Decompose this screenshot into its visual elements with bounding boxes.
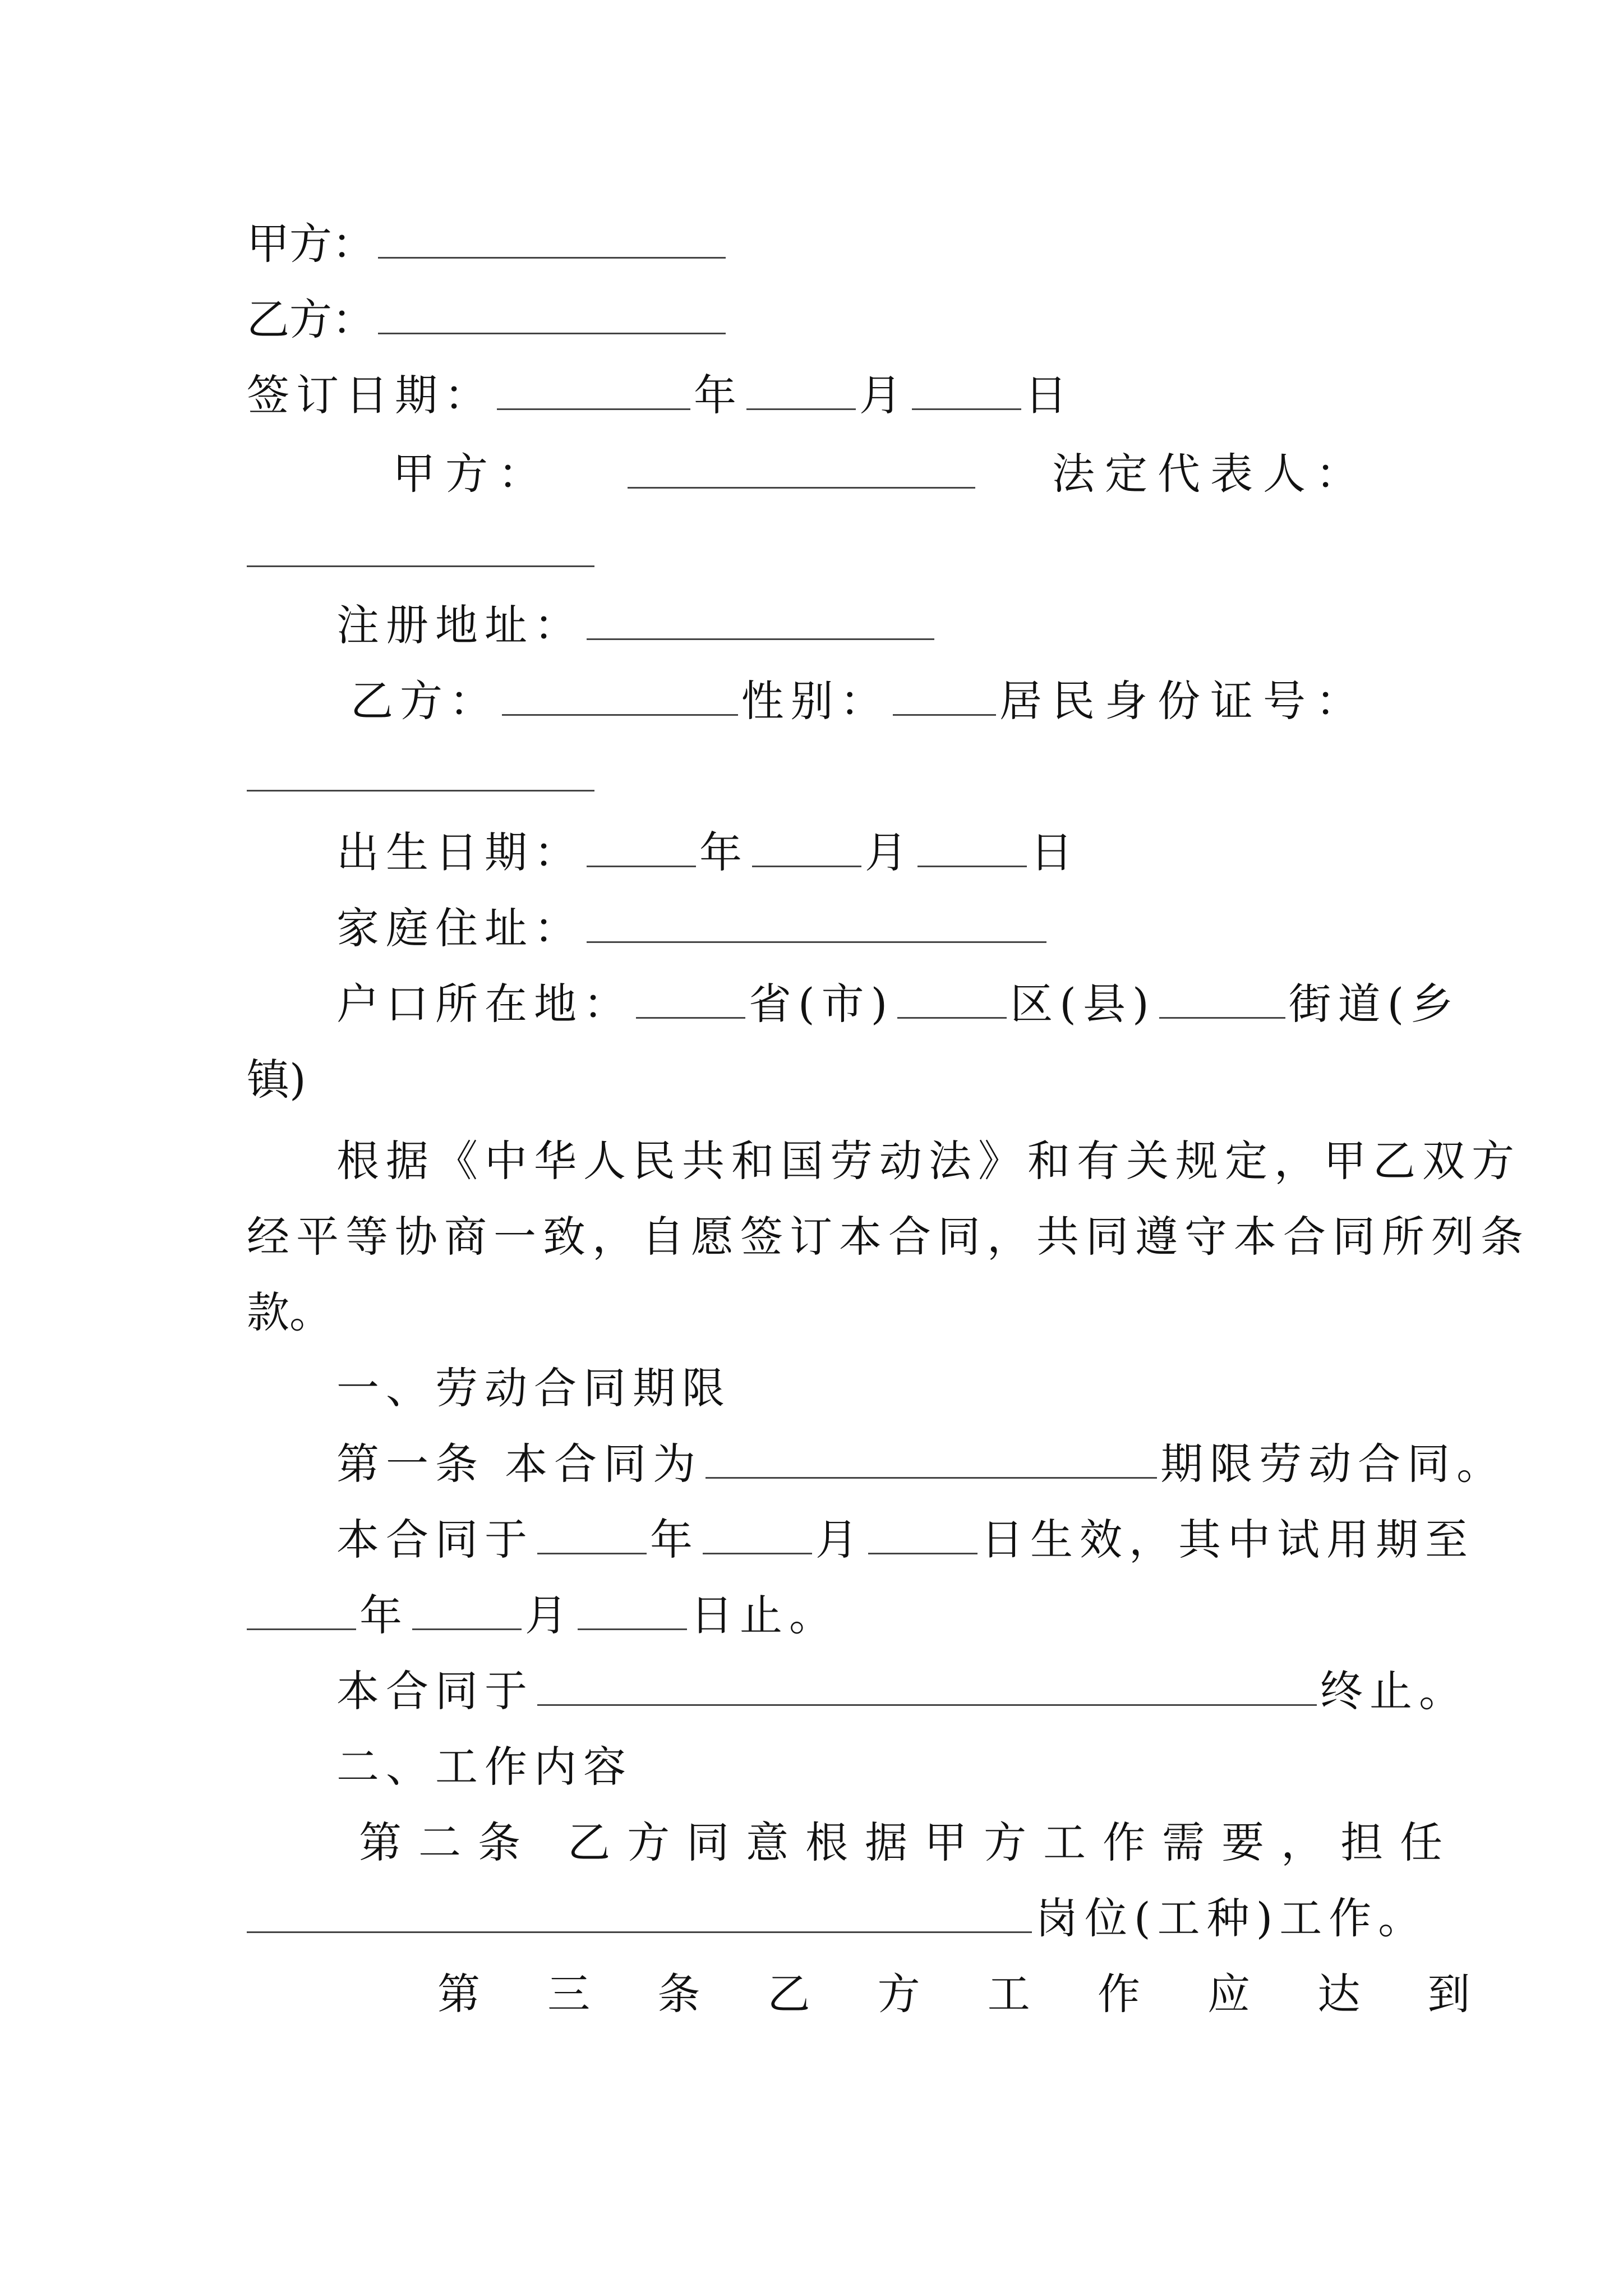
street-unit: 街道(乡 — [1288, 979, 1460, 1029]
home-label: 家庭住址： — [336, 903, 583, 953]
id-label: 居民身份证号： — [999, 676, 1368, 726]
birth-day-unit: 日 — [1030, 827, 1080, 877]
section-1-title: 一、劳动合同期限 — [336, 1363, 731, 1413]
hukou-line — [336, 970, 1492, 1038]
trial-day-blank[interactable] — [578, 1584, 687, 1630]
legal-rep-label: 法定代表人： — [1052, 449, 1368, 499]
gender-blank[interactable] — [893, 669, 996, 716]
birth-label: 出生日期： — [336, 827, 583, 877]
effective-year-blank[interactable] — [537, 1508, 647, 1554]
home-line — [336, 895, 1492, 962]
contract-term-blank[interactable] — [706, 1432, 1157, 1479]
hukou-line-2 — [247, 1046, 1402, 1114]
article-2-line — [359, 1809, 1460, 1876]
effective-year-unit: 年 — [650, 1515, 699, 1565]
address-line — [336, 592, 1492, 659]
birth-line — [336, 819, 1492, 886]
effective-day-blank[interactable] — [868, 1508, 978, 1554]
id-number-blank[interactable] — [247, 745, 594, 792]
sign-month-unit: 月 — [859, 370, 909, 420]
preamble-text-2: 经平等协商一致，自愿签订本合同，共同遵守本合同所列条 — [247, 1212, 1530, 1262]
terminate-blank[interactable] — [537, 1659, 1317, 1706]
article-2-line-2 — [247, 1885, 1428, 1952]
trial-month-unit: 月 — [525, 1590, 574, 1640]
article-3-text: 第 三 条 乙 方 工 作 应 达 到 — [437, 1969, 1497, 2019]
article-2-suffix: 岗位(工种)工作。 — [1035, 1893, 1428, 1943]
trial-end-text: 日止。 — [690, 1590, 838, 1640]
party-a-blank[interactable] — [378, 212, 726, 259]
position-blank[interactable] — [247, 1887, 1032, 1933]
legal-rep-blank[interactable] — [247, 521, 594, 567]
party-a-info-line — [393, 440, 1368, 508]
sign-month-blank[interactable] — [746, 364, 856, 410]
trial-month-blank[interactable] — [412, 1584, 522, 1630]
effective-mid: 日生效，其中试用期至 — [981, 1515, 1474, 1565]
effective-prefix: 本合同于 — [336, 1515, 534, 1565]
terminate-suffix: 终止。 — [1320, 1666, 1468, 1716]
birth-day-blank[interactable] — [917, 821, 1027, 867]
birth-month-blank[interactable] — [752, 821, 861, 867]
party-a-name-blank[interactable] — [628, 442, 975, 489]
district-unit: 区(县) — [1010, 979, 1156, 1029]
trial-year-blank[interactable] — [247, 1584, 356, 1630]
party-a-label: 甲方： — [247, 219, 375, 269]
terminate-line — [336, 1658, 1492, 1725]
article-2-text: 第二条 乙方同意根据甲方工作需要，担任 — [359, 1818, 1460, 1867]
effective-month-blank[interactable] — [703, 1508, 812, 1554]
birth-year-unit: 年 — [699, 827, 749, 877]
preamble-line-3 — [247, 1279, 1402, 1346]
party-b-info-line — [351, 668, 1368, 735]
preamble-line-2 — [247, 1203, 1530, 1271]
article-1-prefix: 第一条 本合同为 — [336, 1439, 703, 1489]
legal-rep-line — [247, 519, 1402, 586]
article-3-line — [437, 1961, 1497, 2028]
street-blank[interactable] — [1159, 972, 1285, 1019]
article-1-line — [336, 1430, 1506, 1498]
party-b-line — [247, 286, 1402, 353]
party-b-label: 乙方： — [247, 295, 375, 344]
sign-year-unit: 年 — [694, 370, 743, 420]
id-number-line — [247, 743, 1402, 811]
section-2-heading — [336, 1733, 1492, 1801]
effective-line — [336, 1506, 1492, 1573]
section-1-heading — [336, 1355, 1492, 1422]
province-unit: 省(市) — [749, 979, 895, 1029]
trial-end-line — [247, 1582, 1402, 1649]
section-2-title: 二、工作内容 — [336, 1742, 633, 1792]
home-blank[interactable] — [587, 896, 1046, 943]
address-label: 注册地址： — [336, 600, 583, 650]
sign-day-unit: 日 — [1025, 370, 1074, 420]
province-blank[interactable] — [636, 972, 745, 1019]
sign-date-line — [247, 362, 1402, 429]
preamble-text-1: 根据《中华人民共和国劳动法》和有关规定，甲乙双方 — [336, 1136, 1521, 1186]
birth-month-unit: 月 — [865, 827, 914, 877]
gender-label: 性别： — [741, 676, 889, 726]
sign-date-label: 签订日期： — [247, 370, 494, 420]
trial-year-unit: 年 — [359, 1590, 409, 1640]
hukou-label: 户口所在地： — [336, 979, 633, 1029]
party-b-blank[interactable] — [378, 288, 726, 334]
preamble-text-3: 款。 — [247, 1287, 332, 1337]
terminate-prefix: 本合同于 — [336, 1666, 534, 1716]
party-a-info-label: 甲方： — [393, 449, 551, 499]
sign-day-blank[interactable] — [912, 364, 1021, 410]
town-unit: 镇) — [247, 1055, 306, 1105]
article-1-suffix: 期限劳动合同。 — [1160, 1439, 1506, 1489]
party-b-info-label: 乙方： — [351, 676, 499, 726]
preamble-line-1 — [336, 1128, 1521, 1195]
sign-year-blank[interactable] — [497, 364, 690, 410]
address-blank[interactable] — [587, 593, 934, 640]
district-blank[interactable] — [897, 972, 1007, 1019]
birth-year-blank[interactable] — [587, 821, 696, 867]
effective-month-unit: 月 — [815, 1515, 865, 1565]
party-a-line — [247, 210, 1402, 278]
party-b-name-blank[interactable] — [502, 669, 738, 716]
